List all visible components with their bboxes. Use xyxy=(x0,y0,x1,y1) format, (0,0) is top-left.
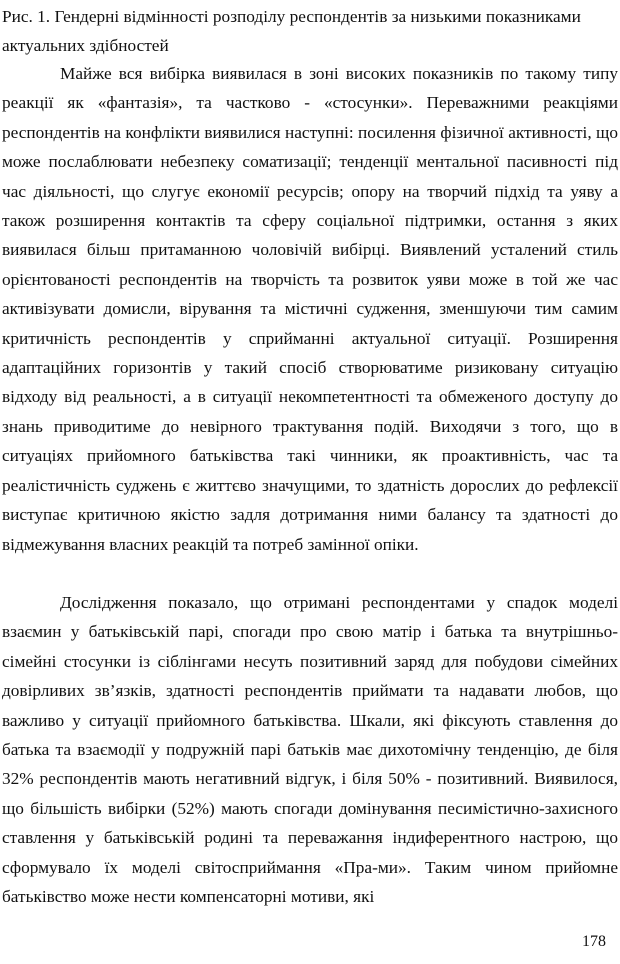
figure-caption: Рис. 1. Гендерні відмінності розподілу респондентів за низькими показниками актуальних здібностей xyxy=(2,7,581,55)
page-number: 178 xyxy=(582,933,606,950)
body-paragraph: Майже вся вибірка виявилася в зоні високих показників по такому типу реакції як «фантазія», та частково - «стосунки». Переважними реакціями респондентів на конфлікти виявилися наступні: посилення фізичної активності, що може послаблювати небезпеку соматизації; тенденції ментальної пасивності під час діяльності, що слугує економії ресурсів; опору на творчий підхід та уяву а також розширення контактів та сферу соціальної підтримки, остання з яких виявилася більш притаманною чоловічій вибірці. Виявлений усталений стиль орієнтованості респондентів на творчість та розвиток уяви може в той же час активізувати домисли, вірування та містичні судження, зменшуючи тим самим критичність респондентів у сприйманні актуальної ситуації. Розширення адаптаційних горизонтів у такий спосіб створюватиме ризиковану ситуацію відходу від реальності, а в ситуації некомпетентності та обмеженого доступу до знань приводитиме до невірного трактування подій. Виходячи з того, що в ситуаціях прийомного батьківства такі чинники, як проактивність, час та реалістичність суджень є життєво значущими, то здатність дорослих до рефлексії виступає критичною якістю задля дотримання ними балансу та здатності до відмежування власних реакцій та потреб замінної опіки. xyxy=(2,64,618,554)
body-paragraph: Дослідження показало, що отримані респондентами у спадок моделі взаємин у батьківській парі, спогади про свою матір і батька та внутрішньо-сімейні стосунки із сіблінгами несуть позитивний заряд для побудови сімейних довірливих зв’язків, здатності респондентів приймати та надавати любов, що важливо у ситуації прийомного батьківства. Шкали, які фіксують ставлення до батька та взаємодії у подружній парі батьків має дихотомічну тенденцію, де біля 32% респондентів мають негативний відгук, і біля 50% - позитивний. Виявилося, що більшість вибірки (52%) мають спогади домінування песимістично-захисного ставлення у батьківській родині та переважання індиферентного настрою, що сформувало їх моделі світосприймання «Пра-ми». Таким чином прийомне батьківство може нести компенсаторні мотиви, які xyxy=(2,593,618,907)
